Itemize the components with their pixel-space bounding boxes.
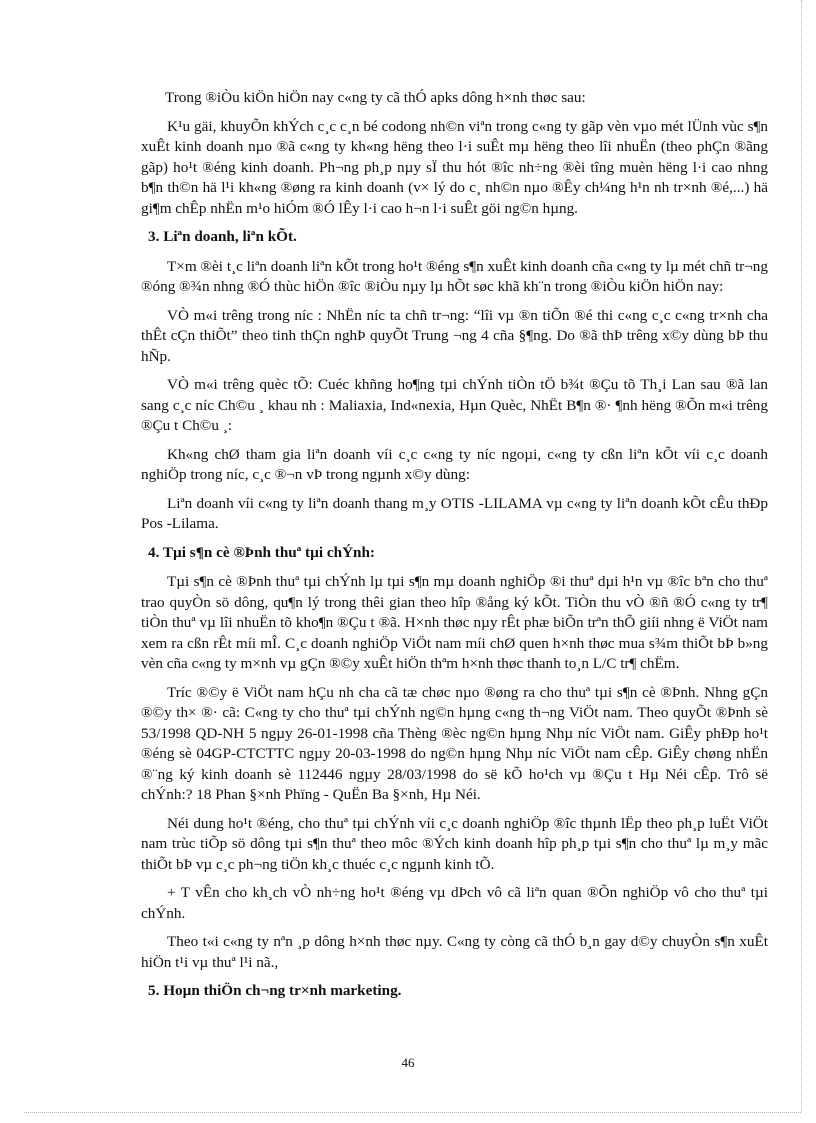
- page-body: [141, 88, 768, 1011]
- paragraph: VÒ m«i trêng quèc tÕ: Cuéc khñng ho¶ng tµi chÝnh tiÒn tÖ b¾t ®Çu tõ Th¸i Lan sau ®ã lan sang c¸c níc Ch©u ¸ khau nh : Maliaxia, Ind«nexia, Hµn Quèc, NhËt B¶n ®· ¶nh hëng ®Õn m«i trêng ®Çu t Ch©u ¸:: [141, 376, 768, 434]
- paragraph: Tµi s¶n cè ®Þnh thuª tµi chÝnh lµ tµi s¶n mµ doanh nghiÖp ®i thuª dµi h¹n vµ ®îc bªn cho thuª trao quyÒn sö dông, qu¶n lý trong thêi gian theo hîp ®ång ký kÕt. TiÒn thu vÒ ®ñ ®Ó c«ng ty tr¶ tiÒn thuª vµ lîi nhuËn tõ kho¶n ®Çu t ®ã. H×nh thøc nµy rÊt phæ biÕn trªn thÕ giíi nhng ë ViÖt nam xem ra cßn rÊt míi mÎ. C¸c doanh nghiÖp ViÖt nam míi chØ quen h×nh thøc mua s¾m thiÕt bÞ b»ng vèn cña c«ng ty m×nh vµ gÇn ®©y xuÊt hiÖn thªm h×nh thøc thanh to¸n L/C tr¶ chËm.: [141, 573, 768, 672]
- paragraph: Néi dung ho¹t ®éng, cho thuª tµi chÝnh víi c¸c doanh nghiÖp ®îc thµnh lËp theo ph¸p luËt ViÖt nam trùc tiÕp sö dông tµi s¶n thuª theo môc ®Ých kinh doanh hîp ph¸p tµi s¶n cho thuª lµ m¸y mãc thiÕt bÞ vµ c¸c ph¬ng tiÖn kh¸c thuéc c¸c ngµnh kinh tÕ.: [141, 814, 768, 873]
- paragraph: VÒ m«i trêng trong níc : NhËn níc ta chñ tr¬ng: “lîi vµ ®n tiÕn ®é thi c«ng c¸c c«ng tr×nh cha thÊt cÇn thiÕt” theo tinh thÇn nghÞ quyÕt Trung ¬ng 4 cña §¶ng. Do ®ã thÞ trêng x©y dùng bÞ thu hÑp.: [141, 306, 768, 365]
- paragraph: + T vÊn cho kh¸ch vÒ nh÷ng ho¹t ®éng vµ dÞch vô cã liªn quan ®Õn nghiÖp vô cho thuª tµi chÝnh.: [141, 884, 768, 922]
- section-heading: 5. Hoµn thiÖn ch¬ng tr×nh marketing.: [148, 982, 402, 999]
- paragraph: T×m ®èi t¸c liªn doanh liªn kÕt trong ho¹t ®éng s¶n xuÊt kinh doanh cña c«ng ty lµ mét chñ tr¬ng ®óng ®¾n nhng ®Ó thùc hiÖn ®îc ®iÒu nµy lµ hÕt søc khã kh¨n trong ®iÒu kiÖn hiÖn nay:: [141, 257, 768, 295]
- paragraph: Trong ®iÒu kiÖn hiÖn nay c«ng ty cã thÓ apks dông h×nh thøc sau:: [165, 89, 586, 106]
- page-border-bottom: [24, 1112, 801, 1113]
- paragraph: K¹u gäi, khuyÕn khÝch c¸c c¸n bé codong nh©n viªn trong c«ng ty gãp vèn vµo mét lÜnh vùc s¶n xuÊt kinh doanh nµo ®ã c«ng ty kh«ng hëng theo l·i suÊt mµ hëng theo lîi nhuËn (theo phÇn ®ãng gãp) ho¹t ®éng kinh doanh. Ph¬ng ph¸p nµy sÏ thu hót ®îc nh÷ng ®èi tîng muèn hëng l·i cao nhng b¶n th©n hä l¹i kh«ng ®øng ra kinh doanh (v× lý do c¸ nh©n nµo ®Êy ch¼ng h¹n nh tr×nh ®é,...) hä gi¶m chÊp nhËn m¹o hiÓm ®Ó lÊy l·i cao h¬n l·i suÊt göi ng©n hµng.: [141, 117, 768, 217]
- section-heading: 4. Tµi s¶n cè ®Þnh thuª tµi chÝnh:: [148, 543, 375, 561]
- paragraph: Tríc ®©y ë ViÖt nam hÇu nh cha cã tæ chøc nµo ®øng ra cho thuª tµi s¶n cè ®Þnh. Nhng gÇn ®©y th× ®· cã: C«ng ty cho thuª tµi chÝnh ng©n hµng c«ng th¬ng ViÖt nam. Theo quyÕt ®Þnh sè 53/1998 QD-NH 5 ngµy 26-01-1998 cña Thèng ®èc ng©n hµng Nhµ níc ViÖt nam. GiÊy phÐp ho¹t ®éng sè 04GP-CTCTTC ngµy 20-03-1998 do ng©n hµng Nhµ níc ViÖt nam cÊp. GiÊy chøng nhËn ®¨ng ký kinh doanh sè 112446 ngµy 28/03/1998 do së kÕ ho¹ch vµ ®Çu t Hµ Néi cÊp. Trô së chÝnh:? 18 Phan §×nh Phïng - QuËn Ba §×nh, Hµ Néi.: [141, 683, 768, 803]
- paragraph: Liªn doanh víi c«ng ty liªn doanh thang m¸y OTIS -LILAMA vµ c«ng ty liªn doanh kÕt cÊu thÐp Pos -Lilama.: [141, 494, 768, 532]
- section-heading: 3. Liªn doanh, liªn kÕt.: [148, 228, 297, 245]
- page-number: 46: [401, 1055, 415, 1070]
- paragraph: Kh«ng chØ tham gia liªn doanh víi c¸c c«ng ty níc ngoµi, c«ng ty cßn liªn kÕt víi c¸c doanh nghiÖp trong níc, c¸c ®¬n vÞ trong ngµnh x©y dùng:: [141, 445, 768, 483]
- page-border-right: [801, 0, 802, 1112]
- paragraph: Theo t«i c«ng ty nªn ¸p dông h×nh thøc nµy. C«ng ty còng cã thÓ b¸n gay d©y chuyÒn s¶n xuÊt hiÖn t¹i vµ thuª l¹i nã.,: [141, 933, 768, 971]
